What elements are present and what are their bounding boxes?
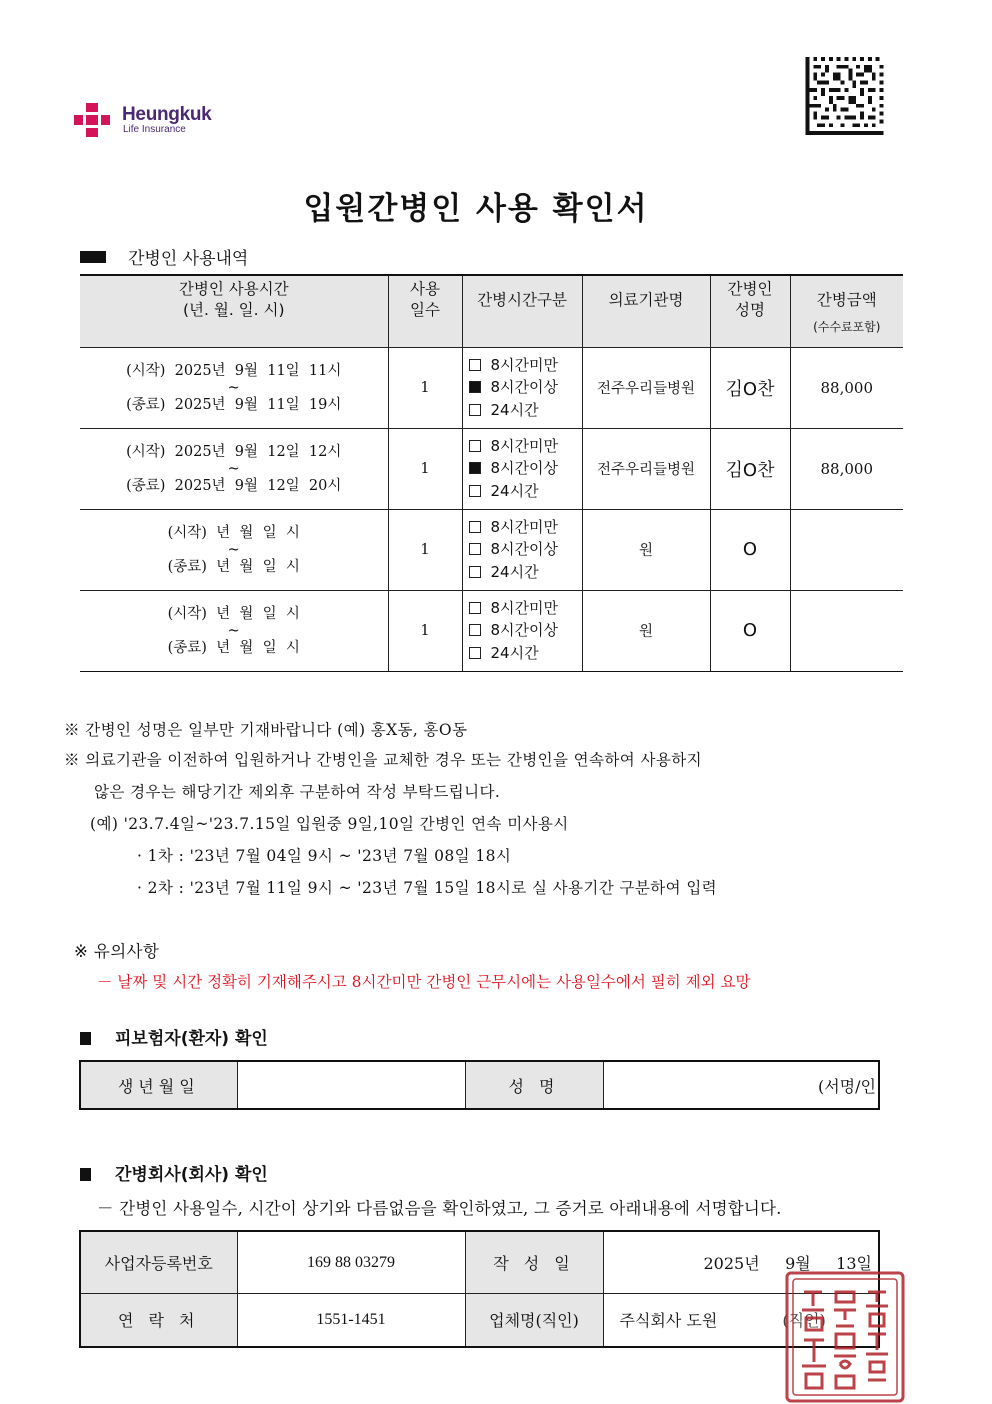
time-type-label: 8시간이상 — [490, 540, 559, 559]
note-example-second: · 2차 : '23년 7월 11일 9시 ~ '23년 7월 15일 18시로 실 사용기간 구분하여 입력 — [137, 879, 718, 897]
section-marker-icon — [80, 1168, 91, 1181]
time-type-option[interactable] — [469, 376, 582, 399]
amount-cell[interactable] — [790, 509, 903, 590]
period-cell[interactable] — [80, 428, 388, 509]
header-period: 간병인 사용시간 (년. 월. 일. 시) — [80, 275, 388, 347]
time-type-option[interactable] — [469, 435, 582, 458]
date-label: 작 성 일 — [465, 1231, 603, 1294]
note-example-first: · 1차 : '23년 7월 04일 9시 ~ '23년 7월 08일 18시 — [137, 847, 512, 865]
period-start: (시작) 년 월 일 시 — [167, 524, 300, 541]
note-transfer-guide-cont: 않은 경우는 해당기간 제외후 구분하여 작성 부탁드립니다. — [94, 783, 501, 801]
period-start: (시작) 2025년 9월 12일 12시 — [126, 443, 342, 460]
amount-cell[interactable]: 88,000 — [790, 347, 903, 428]
hospital-cell[interactable]: 원 — [582, 509, 710, 590]
usage-row — [80, 590, 903, 671]
days-cell[interactable]: 1 — [388, 590, 462, 671]
usage-row — [80, 428, 903, 509]
company-seal-icon — [784, 1270, 906, 1404]
header-hospital: 의료기관명 — [582, 275, 710, 347]
logo-name: Heungkuk — [122, 104, 212, 125]
caregiver-name-cell[interactable]: 김O찬 — [710, 428, 790, 509]
birth-field[interactable] — [237, 1061, 465, 1109]
header-time-type: 간병시간구분 — [462, 275, 582, 347]
insured-name-label: 성 명 — [465, 1061, 603, 1109]
usage-table-header — [80, 275, 903, 347]
logo-subtitle: Life Insurance — [123, 124, 186, 135]
company-name-label: 업체명(직인) — [465, 1294, 603, 1347]
time-type-label: 24시간 — [490, 643, 539, 662]
time-type-label: 8시간미만 — [490, 517, 559, 536]
checkbox-icon[interactable] — [469, 440, 481, 452]
seal-mark-text: (직인) — [782, 1311, 826, 1331]
caregiver-name-cell[interactable]: O — [710, 590, 790, 671]
page-title: 입원간병인 사용 확인서 — [303, 191, 649, 227]
header-caregiver-name: 간병인 성명 — [710, 275, 790, 347]
section-insured-title: 피보험자(환자) 확인 — [115, 1029, 268, 1049]
usage-row — [80, 347, 903, 428]
company-table — [79, 1230, 880, 1348]
time-type-cell — [462, 590, 582, 671]
section-company-heading — [80, 1160, 268, 1185]
days-cell[interactable]: 1 — [388, 347, 462, 428]
time-type-label: 8시간미만 — [490, 355, 559, 374]
section-usage-title: 간병인 사용내역 — [128, 249, 249, 269]
checkbox-icon[interactable] — [469, 566, 481, 578]
note-transfer-guide: ※ 의료기관을 이전하여 입원하거나 간병인을 교체한 경우 또는 간병인을 연속하여 사용하지 — [64, 751, 702, 769]
checkbox-icon[interactable] — [469, 543, 481, 555]
time-type-label: 8시간이상 — [490, 459, 559, 478]
days-cell[interactable]: 1 — [388, 428, 462, 509]
signature-mark: (서명/인 — [817, 1076, 876, 1096]
company-logo — [74, 103, 244, 137]
time-type-option[interactable] — [469, 597, 582, 620]
note-example: (예) '23.7.4일~'23.7.15일 입원중 9일,10일 간병인 연속 미사용시 — [90, 815, 569, 833]
usage-table — [80, 274, 903, 672]
period-start: (시작) 2025년 9월 11일 11시 — [126, 362, 342, 379]
contact-field[interactable]: 1551-1451 — [237, 1294, 465, 1347]
time-type-option[interactable] — [469, 619, 582, 642]
caution-text: － 날짜 및 시간 정확히 기재해주시고 8시간미만 간병인 근무시에는 사용일수에서 필히 제외 요망 — [97, 973, 751, 991]
checkbox-icon[interactable] — [469, 462, 481, 474]
reg-number-field[interactable]: 169 88 03279 — [237, 1231, 465, 1294]
caregiver-name-cell[interactable]: O — [710, 509, 790, 590]
qr-code-icon — [805, 57, 884, 135]
time-type-option[interactable] — [469, 457, 582, 480]
insured-name-field[interactable] — [603, 1061, 879, 1109]
section-company-title: 간병회사(회사) 확인 — [115, 1165, 268, 1185]
period-end: (종료) 년 월 일 시 — [167, 639, 300, 656]
time-type-option[interactable] — [469, 480, 582, 503]
hospital-cell[interactable]: 전주우리들병원 — [582, 347, 710, 428]
time-type-option[interactable] — [469, 399, 582, 422]
checkbox-icon[interactable] — [469, 359, 481, 371]
period-end: (종료) 2025년 9월 11일 19시 — [126, 396, 342, 413]
period-tilde: ~ — [227, 460, 240, 477]
amount-cell[interactable]: 88,000 — [790, 428, 903, 509]
checkbox-icon[interactable] — [469, 521, 481, 533]
time-type-option[interactable] — [469, 642, 582, 665]
period-tilde: ~ — [227, 622, 240, 639]
period-end: (종료) 2025년 9월 12일 20시 — [126, 477, 342, 494]
time-type-label: 8시간이상 — [490, 378, 559, 397]
insured-table — [79, 1060, 880, 1110]
time-type-option[interactable] — [469, 354, 582, 377]
header-amount: 간병금액 (수수료포함) — [790, 275, 903, 347]
checkbox-icon[interactable] — [469, 624, 481, 636]
time-type-label: 8시간미만 — [490, 598, 559, 617]
caregiver-name-cell[interactable]: 김O찬 — [710, 347, 790, 428]
section-marker-icon — [80, 251, 106, 263]
section-usage-heading — [80, 244, 248, 269]
time-type-cell — [462, 428, 582, 509]
contact-label: 연 락 처 — [80, 1294, 237, 1347]
time-type-label: 24시간 — [490, 562, 539, 581]
hospital-cell[interactable]: 원 — [582, 590, 710, 671]
days-cell[interactable]: 1 — [388, 509, 462, 590]
time-type-cell — [462, 509, 582, 590]
checkbox-icon[interactable] — [469, 647, 481, 659]
period-end: (종료) 년 월 일 시 — [167, 558, 300, 575]
company-statement: － 간병인 사용일수, 시간이 상기와 다름없음을 확인하였고, 그 증거로 아래내용에 서명합니다. — [97, 1199, 782, 1218]
reg-number-label: 사업자등록번호 — [80, 1231, 237, 1294]
time-type-option[interactable] — [469, 561, 582, 584]
period-tilde: ~ — [227, 541, 240, 558]
period-cell[interactable] — [80, 347, 388, 428]
checkbox-icon[interactable] — [469, 381, 481, 393]
note-name-guide: ※ 간병인 성명은 일부만 기재바랍니다 (예) 홍X동, 홍O동 — [64, 721, 468, 739]
period-start: (시작) 년 월 일 시 — [167, 605, 300, 622]
time-type-option[interactable] — [469, 516, 582, 539]
company-name-value: 주식회사 도원 — [619, 1311, 718, 1331]
checkbox-icon[interactable] — [469, 404, 481, 416]
hospital-cell[interactable]: 전주우리들병원 — [582, 428, 710, 509]
time-type-label: 8시간이상 — [490, 621, 559, 640]
time-type-label: 24시간 — [490, 400, 539, 419]
time-type-option[interactable] — [469, 538, 582, 561]
caution-heading: ※ 유의사항 — [74, 942, 160, 961]
logo-mark-icon — [74, 103, 110, 137]
checkbox-icon[interactable] — [469, 485, 481, 497]
amount-cell[interactable] — [790, 590, 903, 671]
section-marker-icon — [80, 1032, 91, 1045]
period-cell[interactable] — [80, 509, 388, 590]
usage-row — [80, 509, 903, 590]
period-cell[interactable] — [80, 590, 388, 671]
date-value: 2025년 9월 13일 — [703, 1254, 872, 1273]
birth-label: 생년월일 — [80, 1061, 237, 1109]
section-insured-heading — [80, 1024, 268, 1049]
time-type-cell — [462, 347, 582, 428]
period-tilde: ~ — [227, 379, 240, 396]
time-type-label: 24시간 — [490, 481, 539, 500]
checkbox-icon[interactable] — [469, 602, 481, 614]
header-days: 사용 일수 — [388, 275, 462, 347]
time-type-label: 8시간미만 — [490, 436, 559, 455]
